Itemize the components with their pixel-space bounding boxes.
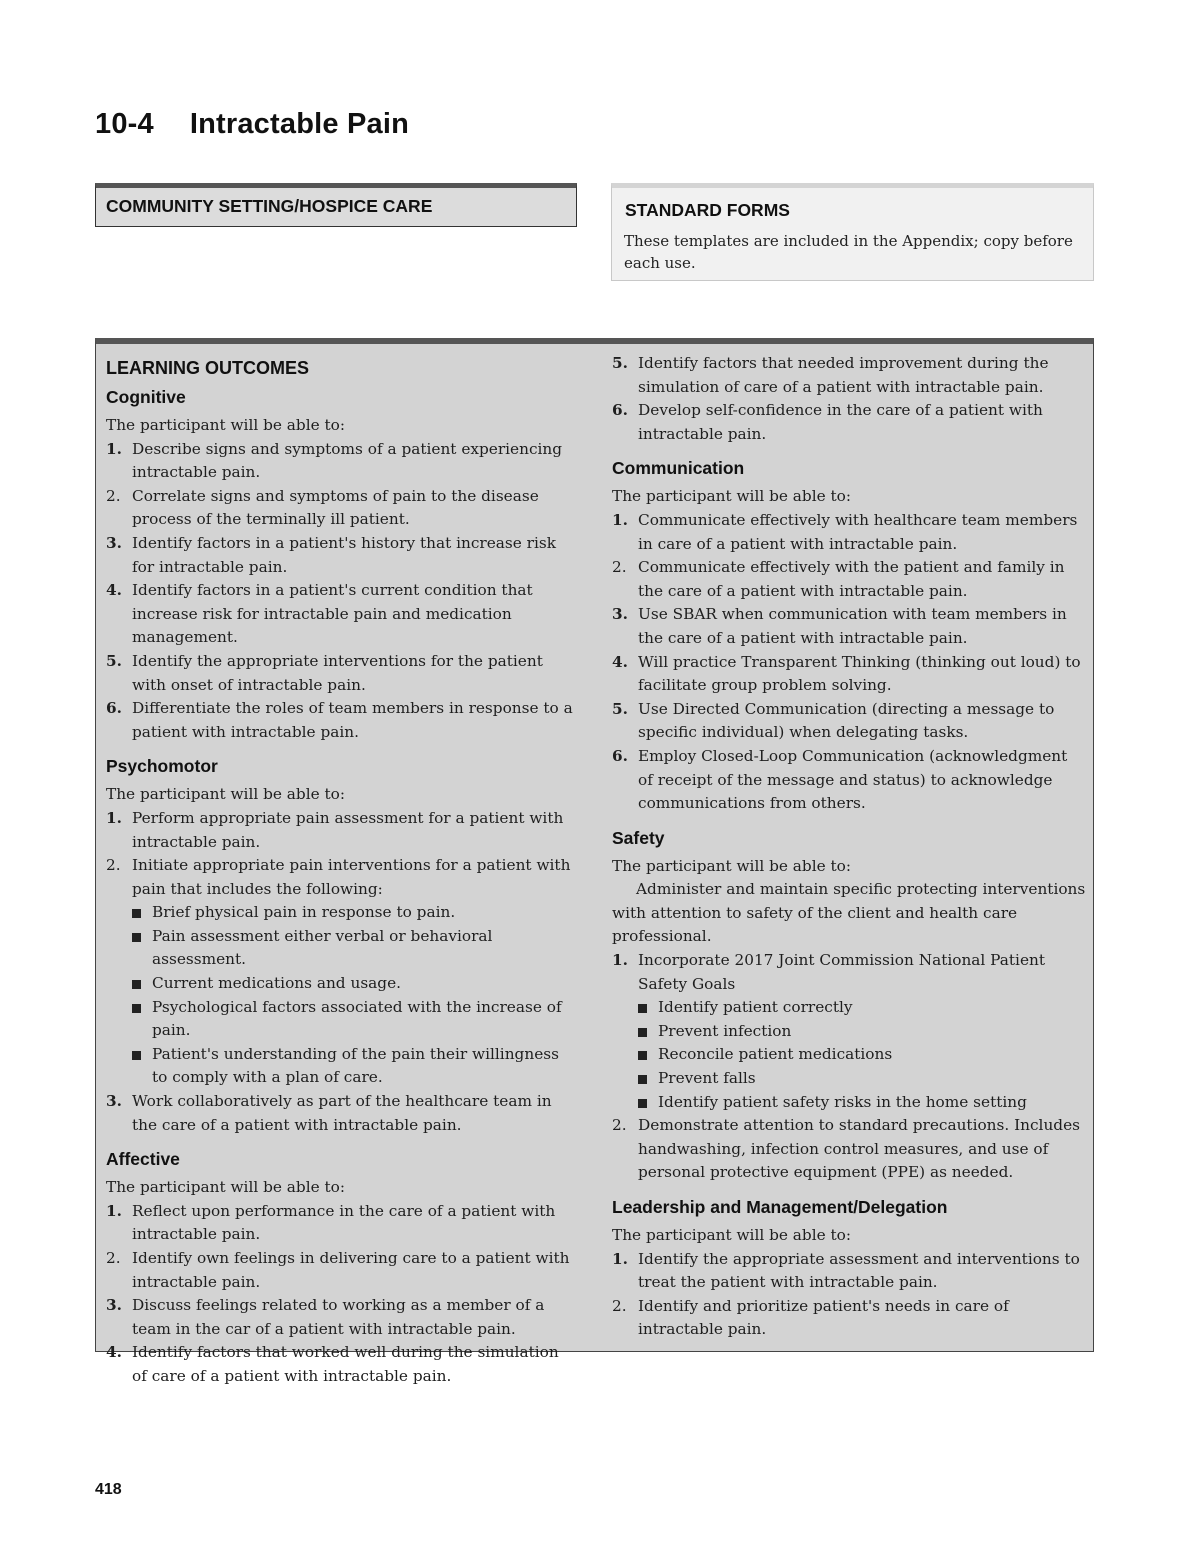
- section-number: 10-4: [95, 108, 154, 140]
- psychomotor-bullets: [106, 901, 576, 1090]
- list-item: 3. Identify factors in a patient's history that increase risk for intractable pain.: [106, 533, 556, 576]
- square-bullet-icon: [132, 909, 141, 918]
- cognitive-intro: The participant will be able to:: [106, 416, 346, 434]
- setting-box: [95, 183, 577, 227]
- communication-heading: Communication: [612, 458, 745, 479]
- cognitive-heading: Cognitive: [106, 387, 186, 407]
- setting-label: COMMUNITY SETTING/HOSPICE CARE: [106, 196, 433, 216]
- list-item: 3. Discuss feelings related to working as a member of a team in the car of a patient with intractable pain.: [106, 1296, 545, 1338]
- list-item: 1. Incorporate 2017 Joint Commission National Patient Safety Goals: [612, 951, 1045, 993]
- square-bullet-icon: [638, 1028, 647, 1037]
- list-item: 2. Identify own feelings in delivering care to a patient with intractable pain.: [106, 1249, 570, 1291]
- list-item: 6. Differentiate the roles of team members in response to a patient with intractable pain.: [106, 699, 573, 741]
- list-item: 4. Identify factors that worked well during the simulation of care of a patient with intractable pain.: [106, 1343, 559, 1385]
- list-item: 5. Identify the appropriate interventions for the patient with onset of intractable pain.: [106, 651, 543, 694]
- square-bullet-icon: [638, 1075, 647, 1084]
- section-title: Intractable Pain: [189, 108, 410, 140]
- learning-outcomes-panel: [95, 338, 1094, 1385]
- bullet-item: Identify patient correctly: [612, 996, 1086, 1020]
- list-item: 1. Describe signs and symptoms of a patient experiencing intractable pain.: [106, 439, 563, 482]
- square-bullet-icon: [638, 1004, 647, 1013]
- safety-paragraph: Administer and maintain specific protecting interventions with attention to safety of the client and health care professional.: [612, 880, 1086, 946]
- list-item: 2. Communicate effectively with the patient and family in the care of a patient with intractable pain.: [612, 558, 1065, 600]
- communication-intro: The participant will be able to:: [612, 487, 852, 506]
- square-bullet-icon: [638, 1099, 647, 1108]
- standard-forms-text: These templates are included in the Appendix; copy before each use.: [624, 232, 1073, 272]
- list-item: 6. Develop self-confidence in the care of a patient with intractable pain.: [612, 401, 1043, 443]
- safety-bullets: [612, 996, 1086, 1114]
- psychomotor-heading: Psychomotor: [106, 756, 218, 777]
- standard-forms-heading: STANDARD FORMS: [625, 200, 790, 220]
- cognitive-list: [106, 438, 576, 745]
- list-item: 2. Correlate signs and symptoms of pain to the disease process of the terminally ill patient.: [106, 486, 539, 529]
- page-title: [95, 108, 409, 141]
- bullet-item: Current medications and usage.: [106, 972, 576, 996]
- bullet-item: Reconcile patient medications: [612, 1043, 1086, 1067]
- list-item: 2. Demonstrate attention to standard precautions. Includes handwashing, infection control measures, and use of personal protective equipment (PPE) as needed.: [612, 1116, 1080, 1182]
- page-number: 418: [95, 1481, 122, 1498]
- square-bullet-icon: [638, 1051, 647, 1060]
- list-item: 6. Employ Closed-Loop Communication (acknowledgment of receipt of the message and status) to acknowledge communications from others.: [612, 746, 1068, 813]
- bullet-item: Pain assessment either verbal or behavioral assessment.: [106, 925, 576, 972]
- safety-intro: The participant will be able to:: [612, 856, 852, 875]
- list-item: 2. Identify and prioritize patient's needs in care of intractable pain.: [612, 1296, 1009, 1339]
- list-item: 2. Initiate appropriate pain interventions for a patient with pain that includes the following:: [106, 856, 571, 898]
- left-column: [106, 354, 576, 1389]
- list-item: 1. Reflect upon performance in the care of a patient with intractable pain.: [106, 1201, 556, 1244]
- leadership-intro: The participant will be able to:: [612, 1226, 852, 1244]
- list-item: 1. Perform appropriate pain assessment for a patient with intractable pain.: [106, 808, 564, 851]
- list-item: 5. Identify factors that needed improvement during the simulation of care of a patient with intractable pain.: [612, 354, 1049, 396]
- right-column: [612, 352, 1086, 1342]
- leadership-heading: Leadership and Management/Delegation: [612, 1197, 948, 1217]
- bullet-item: Identify patient safety risks in the home setting: [612, 1091, 1086, 1115]
- bullet-item: Psychological factors associated with the increase of pain.: [106, 996, 576, 1043]
- square-bullet-icon: [132, 1051, 141, 1060]
- list-item: 1. Identify the appropriate assessment and interventions to treat the patient with intractable pain.: [612, 1249, 1080, 1292]
- square-bullet-icon: [132, 1004, 141, 1013]
- affective-intro: The participant will be able to:: [106, 1178, 346, 1197]
- list-item: 1. Communicate effectively with healthcare team members in care of a patient with intractable pain.: [612, 510, 1078, 553]
- bullet-item: Prevent infection: [612, 1020, 1086, 1044]
- list-item: 4. Will practice Transparent Thinking (thinking out loud) to facilitate group problem solving.: [612, 652, 1081, 695]
- affective-heading: Affective: [106, 1149, 180, 1170]
- learning-outcomes-heading: LEARNING OUTCOMES: [106, 358, 310, 378]
- psychomotor-intro: The participant will be able to:: [106, 785, 346, 804]
- bullet-item: Prevent falls: [612, 1067, 1086, 1091]
- square-bullet-icon: [132, 933, 141, 942]
- list-item: 3. Use SBAR when communication with team members in the care of a patient with intractable pain.: [612, 605, 1067, 647]
- standard-forms-box: [611, 183, 1094, 281]
- list-item: 3. Work collaboratively as part of the healthcare team in the care of a patient with intractable pain.: [106, 1092, 552, 1134]
- bullet-item: Brief physical pain in response to pain.: [106, 901, 576, 925]
- bullet-item: Patient's understanding of the pain their willingness to comply with a plan of care.: [106, 1043, 576, 1090]
- list-item: 4. Identify factors in a patient's current condition that increase risk for intractable pain and medication management.: [106, 581, 533, 647]
- square-bullet-icon: [132, 980, 141, 989]
- safety-heading: Safety: [612, 827, 665, 848]
- list-item: 5. Use Directed Communication (directing a message to specific individual) when delegating tasks.: [612, 699, 1055, 742]
